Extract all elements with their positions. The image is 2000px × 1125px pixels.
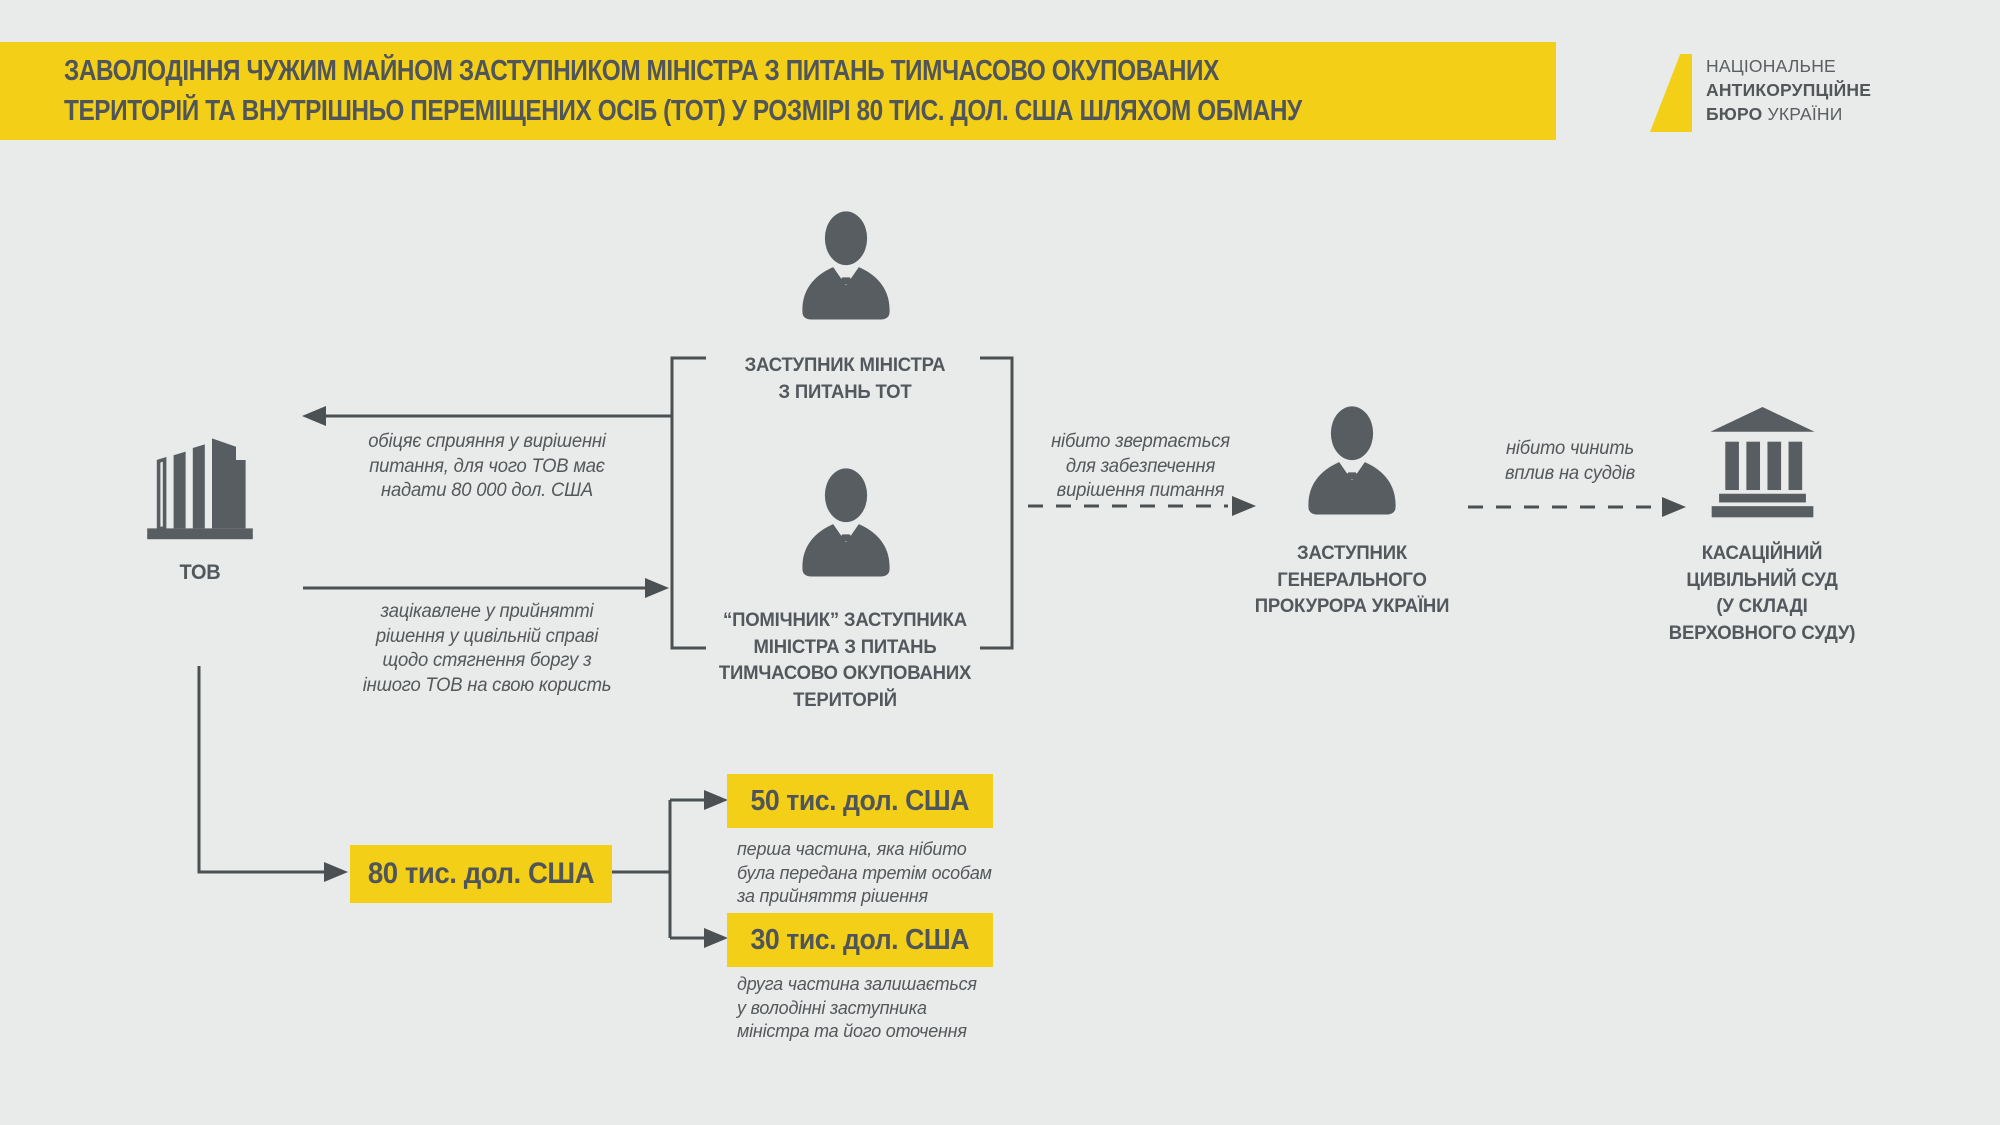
nabu-logo (1650, 54, 1871, 132)
person-silhouette-icon (1288, 400, 1416, 528)
split-total-to-parts (612, 790, 728, 948)
assistant-label: “ПОМІЧНИК” ЗАСТУПНИКА МІНІСТРА З ПИТАНЬ ТИМЧАСОВО ОКУПОВАНИХ ТЕРИТОРІЙ (718, 609, 972, 711)
courthouse-icon (1700, 402, 1825, 526)
amount-total-badge: 80 тис. дол. США (350, 845, 612, 903)
title-banner (0, 42, 1556, 140)
nabu-logo-line3: БЮРО УКРАЇНИ (1706, 104, 1843, 124)
nabu-logo-text (1706, 54, 1871, 132)
court-label: КАСАЦІЙНИЙ ЦИВІЛЬНИЙ СУД (У СКЛАДІ ВЕРХОВНОГО СУДУ) (1668, 542, 1856, 644)
nabu-logo-line2: АНТИКОРУПЦІЙНЕ (1706, 80, 1872, 100)
arrow-interest (303, 578, 669, 598)
arrow-promise (302, 406, 672, 426)
deputy-minister-label: ЗАСТУПНИК МІНІСТРА З ПИТАНЬ ТОТ (744, 354, 946, 403)
person-silhouette-icon (782, 460, 910, 592)
arrow-influence-dashed (1468, 497, 1686, 517)
office-building-icon (140, 420, 260, 548)
title-line-2: ТЕРИТОРІЙ ТА ВНУТРІШНЬО ПЕРЕМІЩЕНИХ ОСІБ (ТОТ) У РОЗМІРІ 80 ТИС. ДОЛ. США ШЛЯХОМ ОБМАНУ (64, 95, 1302, 127)
note-interest: зацікавлене у прийнятті рішення у цивільній справі щодо стягнення боргу з іншого ТОВ на свою користь (362, 601, 612, 696)
note-promise: обіцяє сприяння у вирішенні питання, для чого ТОВ має надати 80 000 дол. США (368, 431, 606, 501)
nabu-wedge-icon (1650, 54, 1692, 132)
person-silhouette-icon (782, 203, 910, 335)
tov-label: ТОВ (179, 561, 221, 584)
note-appeal: нібито звертається для забезпечення вирішення питання (1051, 431, 1230, 501)
elbow-tov-to-total (199, 666, 348, 882)
note-part-first: перша частина, яка нібито була передана третім особам за прийняття рішення (737, 838, 992, 906)
title-line-1: ЗАВОЛОДІННЯ ЧУЖИМ МАЙНОМ ЗАСТУПНИКОМ МІНІСТРА З ПИТАНЬ ТИМЧАСОВО ОКУПОВАНИХ (64, 55, 1219, 87)
amount-part1-badge: 50 тис. дол. США (727, 774, 993, 828)
amount-part2-badge: 30 тис. дол. США (727, 913, 993, 967)
nabu-logo-line1: НАЦІОНАЛЬНЕ (1706, 56, 1836, 76)
note-influence: нібито чинить вплив на суддів (1504, 438, 1636, 484)
note-part-second: друга частина залишається у володінні заступника міністра та його оточення (737, 973, 977, 1041)
prosecutor-label: ЗАСТУПНИК ГЕНЕРАЛЬНОГО ПРОКУРОРА УКРАЇНИ (1254, 542, 1450, 617)
